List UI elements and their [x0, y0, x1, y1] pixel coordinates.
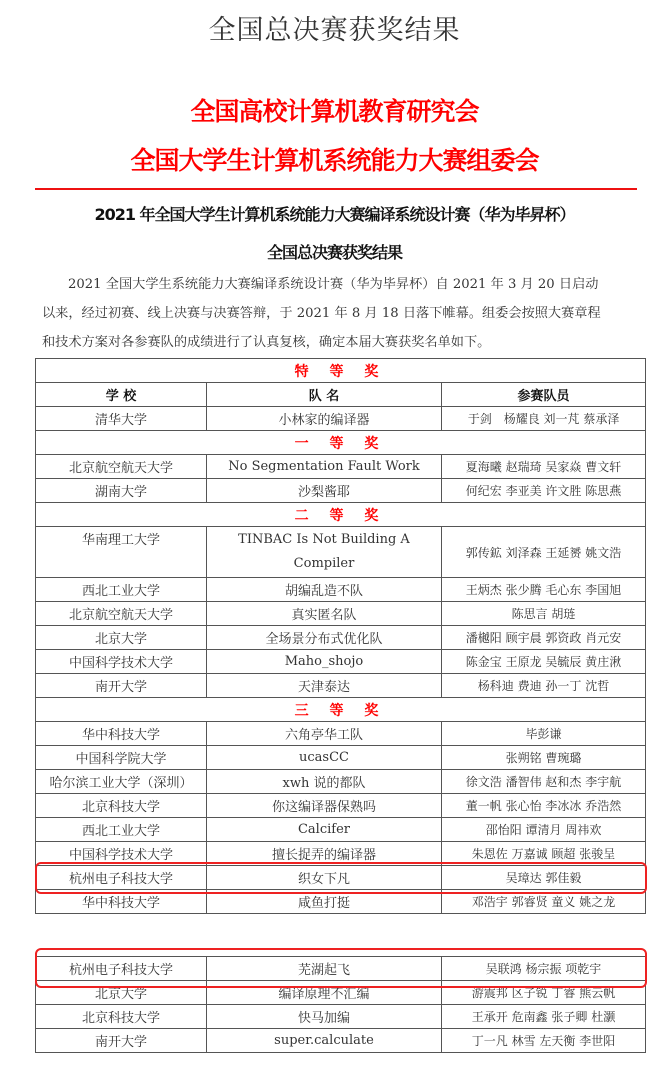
table-row [36, 455, 646, 479]
team-cell: 你这编译器保熟吗 [207, 794, 442, 818]
school-cell: 杭州电子科技大学 [36, 866, 207, 890]
table-row [36, 602, 646, 626]
school-cell: 北京科技大学 [36, 1005, 207, 1029]
members-cell: 潘樾阳 顾宇晨 郭资政 肖元安 [442, 626, 646, 650]
members-cell: 陈金宝 王原龙 吴毓辰 黄庄湫 [442, 650, 646, 674]
team-cell: 快马加编 [207, 1005, 442, 1029]
table-row [36, 578, 646, 602]
team-cell: 六角亭华工队 [207, 722, 442, 746]
team-cell: ucasCC [207, 746, 442, 770]
school-cell: 哈尔滨工业大学（深圳） [36, 770, 207, 794]
school-cell: 湖南大学 [36, 479, 207, 503]
team-cell: No Segmentation Fault Work [207, 455, 442, 479]
award-row-first [36, 431, 646, 455]
members-cell: 董一帆 张心怡 李冰冰 乔浩然 [442, 794, 646, 818]
members-cell: 朱恩佐 万嘉诚 顾超 张骏呈 [442, 842, 646, 866]
team-cell: 咸鱼打挺 [207, 890, 442, 914]
table-row [36, 527, 646, 578]
school-cell: 西北工业大学 [36, 578, 207, 602]
team-cell: 织女下凡 [207, 866, 442, 890]
members-cell: 邵怡阳 谭清月 周祎欢 [442, 818, 646, 842]
school-cell: 南开大学 [36, 1029, 207, 1053]
team-cell: TINBAC Is Not Building A Compiler [207, 527, 442, 578]
team-cell: 沙梨酱耶 [207, 479, 442, 503]
members-cell: 杨科迪 费迪 孙一丁 沈哲 [442, 674, 646, 698]
table-row [36, 407, 646, 431]
team-cell: 全场景分布式优化队 [207, 626, 442, 650]
school-cell: 北京大学 [36, 626, 207, 650]
award-row-second [36, 503, 646, 527]
team-cell: 编译原理不汇编 [207, 981, 442, 1005]
school-cell: 华南理工大学 [36, 527, 207, 578]
org-name-line2: 全国大学生计算机系统能力大赛组委会 [130, 146, 539, 175]
award-title-second: 二 等 奖 [36, 503, 646, 527]
school-cell: 杭州电子科技大学 [36, 957, 207, 981]
school-cell: 南开大学 [36, 674, 207, 698]
members-cell: 邓浩宇 郭睿贤 童义 姚之龙 [442, 890, 646, 914]
intro-line: 和技术方案对各参赛队的成绩进行了认真复核，确定本届大赛获奖名单如下。 [42, 335, 491, 350]
school-cell: 西北工业大学 [36, 818, 207, 842]
school-cell: 北京大学 [36, 981, 207, 1005]
intro-paragraph [42, 270, 642, 357]
award-title-first: 一 等 奖 [36, 431, 646, 455]
team-cell: 天津泰达 [207, 674, 442, 698]
members-cell: 夏海曦 赵瑞琦 吴家焱 曹文轩 [442, 455, 646, 479]
members-cell: 郭传鉱 刘泽森 王延赟 姚文浩 [442, 527, 646, 578]
school-cell: 中国科学技术大学 [36, 650, 207, 674]
team-cell: Calcifer [207, 818, 442, 842]
award-title-third: 三 等 奖 [36, 698, 646, 722]
members-cell: 陈思言 胡琏 [442, 602, 646, 626]
members-cell: 王炳杰 张少腾 毛心东 李国旭 [442, 578, 646, 602]
team-cell: 小林家的编译器 [207, 407, 442, 431]
team-cell: super.calculate [207, 1029, 442, 1053]
team-cell: Maho_shojo [207, 650, 442, 674]
table-row [36, 722, 646, 746]
table-row [36, 770, 646, 794]
school-cell: 华中科技大学 [36, 890, 207, 914]
school-cell: 北京航空航天大学 [36, 602, 207, 626]
table-row [36, 1005, 646, 1029]
awards-table [35, 358, 646, 914]
members-cell: 于剑 杨耀良 刘一芃 蔡承泽 [442, 407, 646, 431]
document-heading: 2021 年全国大学生计算机系统能力大赛编译系统设计赛（华为毕昇杯） [94, 205, 575, 224]
team-cell: 真实匿名队 [207, 602, 442, 626]
members-cell: 吴璋达 郭佳毅 [442, 866, 646, 890]
table-row [36, 626, 646, 650]
header-school: 学 校 [36, 383, 207, 407]
intro-line: 2021 全国大学生系统能力大赛编译系统设计赛（华为毕昇杯）自 2021 年 3 月 20 日启动 [68, 277, 599, 292]
members-cell: 徐文浩 潘智伟 赵和杰 李宇航 [442, 770, 646, 794]
table-row [36, 479, 646, 503]
members-cell: 毕彭谦 [442, 722, 646, 746]
org-name-line1: 全国高校计算机教育研究会 [190, 97, 479, 126]
members-cell: 何纪宏 李亚美 许文胜 陈思燕 [442, 479, 646, 503]
award-title-special: 特 等 奖 [36, 359, 646, 383]
school-cell: 北京科技大学 [36, 794, 207, 818]
school-cell: 中国科学院大学 [36, 746, 207, 770]
highlight-box [35, 862, 647, 894]
members-cell: 张朔铭 曹琬璐 [442, 746, 646, 770]
table-row [36, 794, 646, 818]
document-subheading: 全国总决赛获奖结果 [266, 243, 402, 262]
header-team: 队 名 [207, 383, 442, 407]
team-cell: 芜湖起飞 [207, 957, 442, 981]
page-title: 全国总决赛获奖结果 [208, 15, 461, 46]
team-cell: 胡编乱造不队 [207, 578, 442, 602]
table-row [36, 650, 646, 674]
red-divider [35, 188, 637, 190]
school-cell: 华中科技大学 [36, 722, 207, 746]
highlight-box [35, 948, 647, 988]
school-cell: 北京航空航天大学 [36, 455, 207, 479]
school-cell: 中国科学技术大学 [36, 842, 207, 866]
table-row [36, 674, 646, 698]
header-row [36, 383, 646, 407]
award-row-third [36, 698, 646, 722]
table-row [36, 1029, 646, 1053]
members-cell: 丁一凡 林雪 左天衡 李世阳 [442, 1029, 646, 1053]
school-cell: 清华大学 [36, 407, 207, 431]
team-cell: xwh 说的都队 [207, 770, 442, 794]
table-row [36, 818, 646, 842]
table-row [36, 746, 646, 770]
award-row-special [36, 359, 646, 383]
members-cell: 游震邦 区子锐 丁睿 熊云帆 [442, 981, 646, 1005]
intro-line: 以来，经过初赛、线上决赛与决赛答辩，于 2021 年 8 月 18 日落下帷幕。组委会按照大赛章程 [42, 306, 601, 321]
members-cell: 吴联鸿 杨宗振 项乾宇 [442, 957, 646, 981]
header-members: 参赛队员 [442, 383, 646, 407]
members-cell: 王承开 危南鑫 张子卿 杜灏 [442, 1005, 646, 1029]
team-cell: 擅长捉弄的编译器 [207, 842, 442, 866]
